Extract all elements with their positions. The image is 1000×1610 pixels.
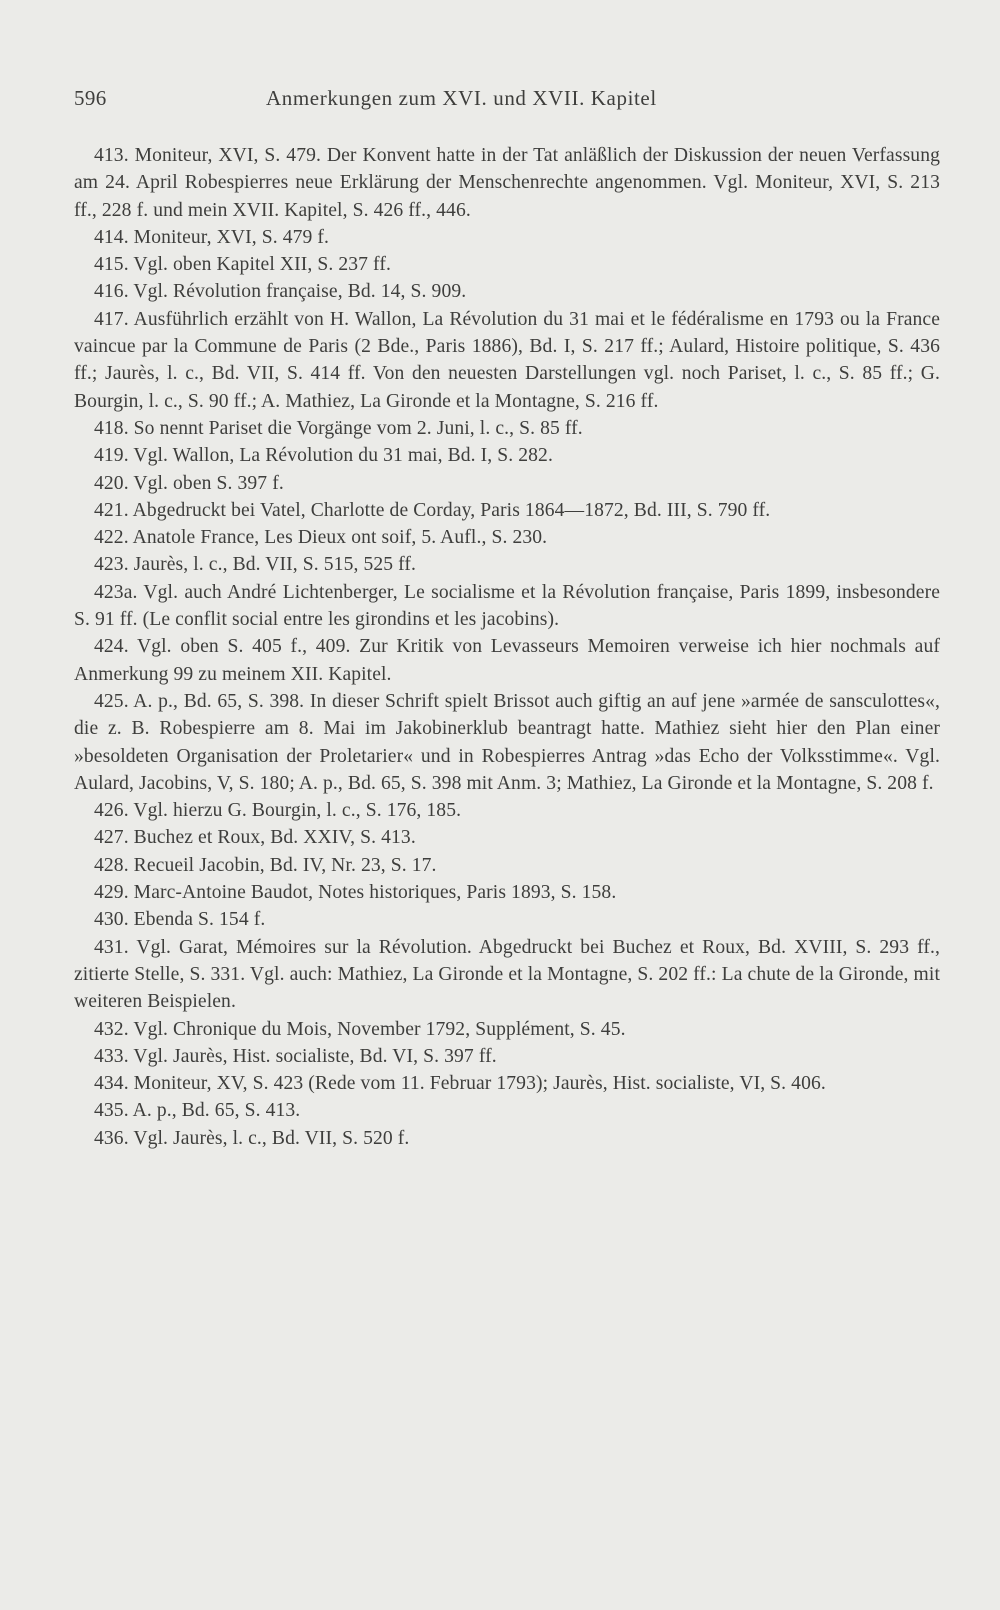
endnote: 422. Anatole France, Les Dieux ont soif, 5. Aufl., S. 230. [94,527,548,549]
endnote: 416. Vgl. Révolution française, Bd. 14, S. 909. [94,281,467,303]
endnote: 417. Ausführlich erzählt von H. Wallon, La Révolution du 31 mai et le fédéralisme en 1793 ou la France vaincue par la Commune de Paris (2 Bde., Paris 1886), Bd. I, S. 217 ff.; Aulard, Histoire politique, S. 436 ff.; Jaurès, l. c., Bd. VII, S. 414 ff. Von den neuesten Darstellungen vgl. noch Pariset, l. c., S. 85 ff.; G. Bourgin, l. c., S. 90 ff.; A. Mathiez, La Gironde et la Montagne, S. 216 ff. [74,308,940,412]
endnote: 432. Vgl. Chronique du Mois, November 1792, Supplément, S. 45. [94,1018,626,1040]
endnote: 423a. Vgl. auch André Lichtenberger, Le socialisme et la Révolution française, Paris 1899, insbesondere S. 91 ff. (Le conflit social entre les girondins et les jacobins). [74,581,940,631]
endnote: 430. Ebenda S. 154 f. [94,909,266,931]
endnote: 436. Vgl. Jaurès, l. c., Bd. VII, S. 520 f. [94,1127,410,1149]
endnote: 424. Vgl. oben S. 405 f., 409. Zur Kritik von Levasseurs Memoiren verweise ich hier nochmals auf Anmerkung 99 zu meinem XII. Kapitel. [74,636,940,685]
endnote: 427. Buchez et Roux, Bd. XXIV, S. 413. [94,827,416,849]
endnote: 413. Moniteur, XVI, S. 479. Der Konvent hatte in der Tat anläßlich der Diskussion der neuen Verfassung am 24. April Robespierres neue Erklärung der Menschenrechte angenommen. Vgl. Moniteur, XVI, S. 213 ff., 228 f. und mein XVII. Kapitel, S. 426 ff., 446. [74,145,940,221]
endnote: 420. Vgl. oben S. 397 f. [94,472,284,494]
running-title: Anmerkungen zum XVI. und XVII. Kapitel [266,86,657,110]
endnote: 431. Vgl. Garat, Mémoires sur la Révolution. Abgedruckt bei Buchez et Roux, Bd. XVIII, S. 293 ff., zitierte Stelle, S. 331. Vgl. auch: Mathiez, La Gironde et la Montagne, S. 202 ff.: La chute de la Gironde, mit weiteren Beispielen. [74,936,940,1013]
endnote: 435. A. p., Bd. 65, S. 413. [94,1100,301,1122]
endnote: 429. Marc-Antoine Baudot, Notes historiques, Paris 1893, S. 158. [94,882,617,904]
endnote: 418. So nennt Pariset die Vorgänge vom 2. Juni, l. c., S. 85 ff. [94,417,583,439]
endnote: 415. Vgl. oben Kapitel XII, S. 237 ff. [94,254,391,276]
endnote: 428. Recueil Jacobin, Bd. IV, Nr. 23, S. 17. [94,854,437,876]
page-header [74,86,940,118]
endnote: 425. A. p., Bd. 65, S. 398. In dieser Schrift spielt Brissot auch giftig an auf jene »armée de sansculottes«, die z. B. Robespierre am 8. Mai im Jakobinerklub beantragt hatte. Mathiez sieht hier den Plan einer »besoldeten Organisation der Proletarier« und in Robespierres Antrag »das Echo der Volksstimme«. Vgl. Aulard, Jacobins, V, S. 180; A. p., Bd. 65, S. 398 mit Anm. 3; Mathiez, La Gironde et la Montagne, S. 208 f. [74,690,940,794]
endnote: 434. Moniteur, XV, S. 423 (Rede vom 11. Februar 1793); Jaurès, Hist. socialiste, VI, S. 406. [94,1073,826,1095]
endnotes-list [74,142,940,1152]
endnote: 426. Vgl. hierzu G. Bourgin, l. c., S. 176, 185. [94,800,462,822]
endnote: 423. Jaurès, l. c., Bd. VII, S. 515, 525 ff. [94,554,417,576]
page-number: 596 [74,86,107,110]
endnote: 421. Abgedruckt bei Vatel, Charlotte de Corday, Paris 1864—1872, Bd. III, S. 790 ff. [94,499,771,521]
endnote: 419. Vgl. Wallon, La Révolution du 31 mai, Bd. I, S. 282. [94,445,553,467]
endnote: 433. Vgl. Jaurès, Hist. socialiste, Bd. VI, S. 397 ff. [94,1045,497,1067]
endnote: 414. Moniteur, XVI, S. 479 f. [94,226,330,248]
